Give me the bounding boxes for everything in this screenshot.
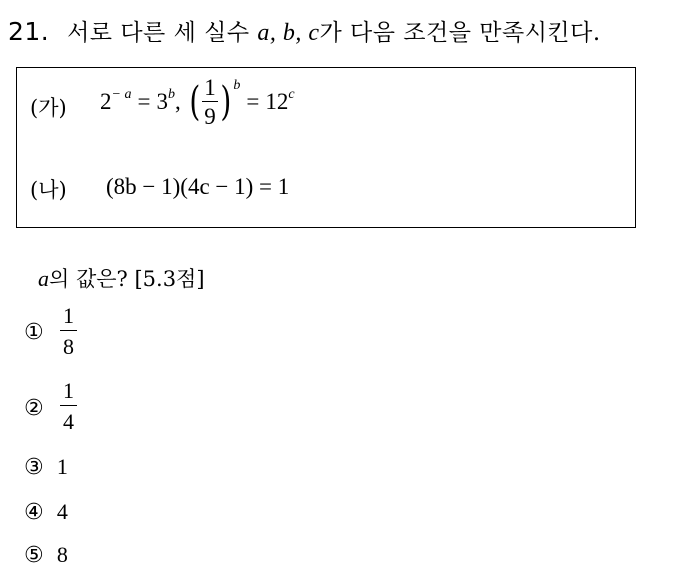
ga-exp-b: b [167, 87, 175, 102]
choice-5-mark: ⑤ [24, 543, 44, 568]
ga-frac-num: 1 [204, 75, 216, 100]
choice-2-num: 1 [60, 379, 77, 406]
ga-frac-den: 9 [204, 104, 216, 129]
choice-4[interactable] [24, 499, 68, 525]
choice-1-fraction [60, 304, 77, 358]
choice-4-value: 4 [56, 499, 68, 524]
question-number: 21. [8, 17, 50, 46]
choice-4-mark: ④ [24, 500, 44, 525]
choice-2-den: 4 [63, 409, 74, 435]
ga-base-12: 12 [265, 89, 289, 114]
choice-3[interactable] [24, 454, 68, 480]
condition-ga-expression [100, 76, 295, 128]
choice-3-mark: ③ [24, 455, 44, 480]
question-header [8, 14, 601, 47]
choice-5[interactable] [24, 542, 68, 568]
question-prompt [38, 263, 205, 293]
choice-2-mark: ② [24, 396, 44, 421]
prompt-variable: a [38, 266, 49, 291]
choice-5-value: 8 [56, 542, 68, 567]
prompt-text: 의 값은? [5.3점] [49, 267, 205, 291]
question-text-before: 서로 다른 세 실수 [67, 20, 250, 46]
ga-comma: , [174, 89, 181, 114]
ga-equals-2: = [246, 89, 260, 114]
ga-base-2: 2 [100, 89, 112, 114]
condition-na-label: (나) [30, 178, 67, 202]
condition-ga-label: (가) [30, 96, 67, 120]
condition-na-expression: (8b − 1)(4c − 1) = 1 [106, 174, 290, 199]
choice-1-den: 8 [63, 334, 74, 360]
ga-equals-1: = [137, 89, 151, 114]
choice-1[interactable] [24, 320, 44, 345]
ga-base-3: 3 [156, 89, 168, 114]
ga-left-paren: ( [189, 79, 200, 125]
choice-1-mark: ① [24, 320, 44, 345]
question-text-after: 가 다음 조건을 만족시킨다. [319, 20, 601, 46]
ga-exp-b-2: b [233, 78, 241, 93]
ga-exp-c: c [288, 87, 295, 102]
choice-2-fraction [60, 379, 77, 433]
ga-exp-neg-a: − a [111, 87, 132, 102]
choice-1-num: 1 [60, 304, 77, 331]
ga-fraction [202, 76, 218, 128]
question-variables: a, b, c [257, 20, 320, 46]
choice-3-value: 1 [56, 454, 68, 479]
choice-2[interactable] [24, 396, 44, 421]
ga-right-paren: ) [220, 79, 232, 125]
